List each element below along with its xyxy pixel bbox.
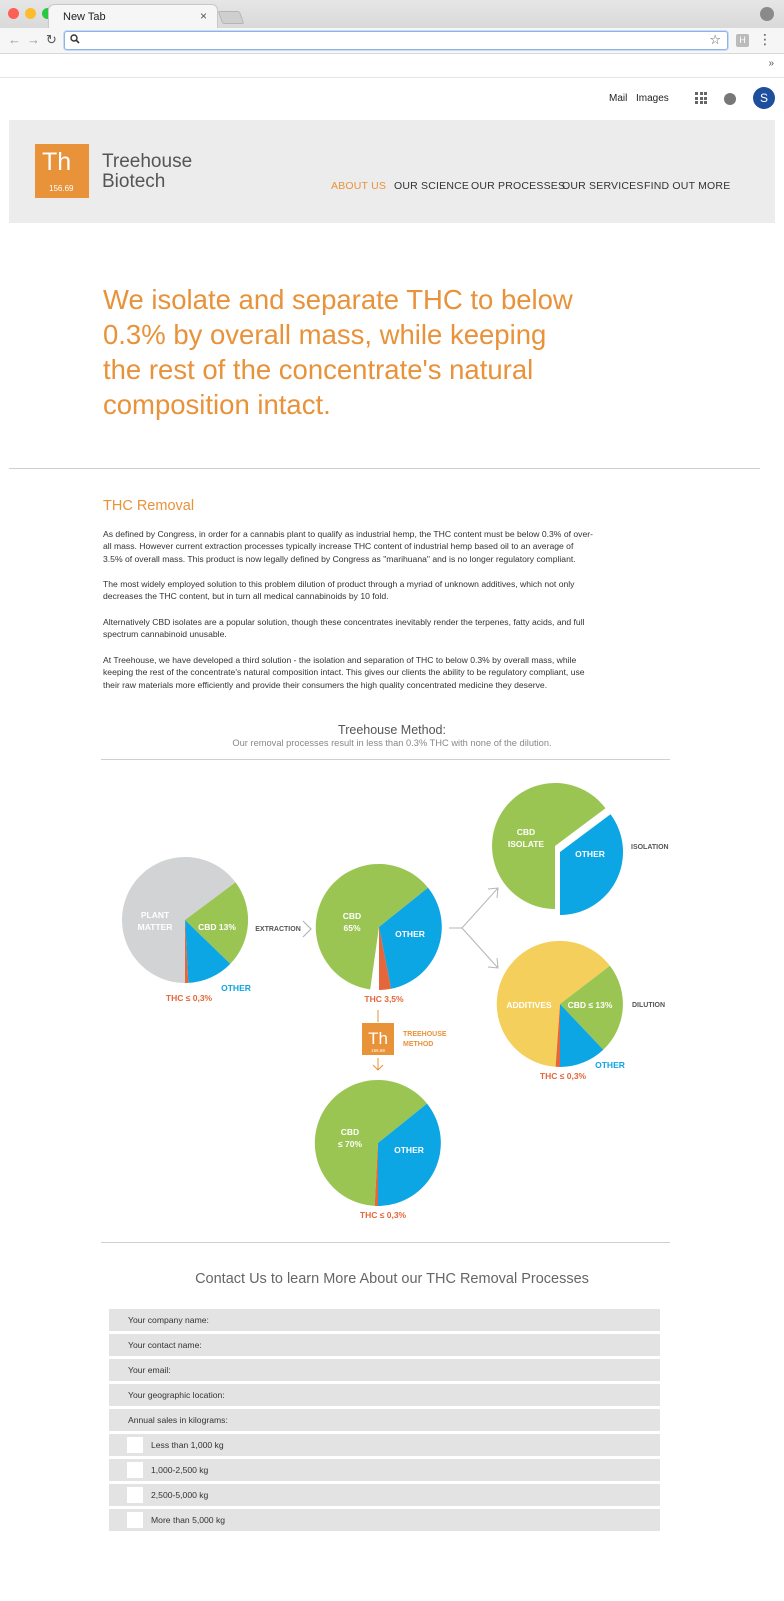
account-avatar[interactable]: S (753, 87, 775, 109)
result-cbd-label-1: CBD (340, 1127, 360, 1137)
sales-option-row (109, 1509, 660, 1531)
thc-process-diagram (0, 770, 784, 1240)
sales-option-label: More than 5,000 kg (151, 1515, 226, 1525)
plant-label-2: MATTER (137, 922, 173, 932)
sales-option-label: 2,500-5,000 kg (151, 1490, 209, 1500)
brand-line-1: Treehouse (102, 151, 193, 172)
annual-sales-heading (109, 1409, 660, 1431)
extracted-other-label: OTHER (395, 929, 425, 939)
plant-cbd-label: CBD 13% (198, 922, 236, 932)
hero-line: 0.3% by overall mass, while keeping (103, 319, 547, 350)
method-logo-number: 156.69 (371, 1048, 385, 1053)
contact-title: Contact Us to learn More About our THC Removal Processes (195, 1271, 589, 1287)
result-other-label: OTHER (394, 1145, 424, 1155)
result-thc-label: THC ≤ 0,3% (359, 1210, 407, 1220)
section-title: THC Removal (103, 498, 195, 514)
plant-thc-label: THC ≤ 0,3% (165, 993, 213, 1003)
email-field[interactable] (109, 1359, 660, 1381)
forward-icon[interactable]: → (27, 32, 40, 47)
window-controls (8, 8, 53, 19)
paragraph-dilution (103, 578, 673, 603)
bookmarks-overflow-icon[interactable]: » (768, 58, 774, 69)
paragraph-isolates (103, 616, 673, 641)
minimize-window-button[interactable] (25, 8, 36, 19)
browser-tab[interactable] (48, 4, 218, 28)
back-icon[interactable]: ← (8, 32, 21, 47)
field-label: Your email: (128, 1365, 171, 1375)
paragraph-line: their raw materials more efficiently and provide their consumers the high quality concentrated medicine they deserve. (103, 679, 548, 690)
profile-icon[interactable] (760, 7, 774, 21)
method-label-1: TREEHOUSE (403, 1031, 447, 1038)
isolate-other-label: OTHER (575, 849, 605, 859)
paragraph-line: 3.5% of overall mass. This product is now legally defined by Congress as "marihuana" and is no longer regulatory compliant. (103, 553, 576, 564)
split-arrow-up (449, 888, 498, 928)
extracted-pie (316, 864, 442, 990)
mail-link[interactable]: Mail (609, 93, 628, 104)
apps-grid-icon[interactable] (695, 92, 707, 104)
browser-toolbar (0, 28, 784, 54)
extraction-arrow (303, 921, 311, 937)
location-field[interactable] (109, 1384, 660, 1406)
brand-name[interactable] (102, 152, 192, 192)
extracted-cbd-label-2: 65% (343, 923, 361, 933)
method-subtitle: Our removal processes result in less than 0.3% THC with none of the dilution. (232, 738, 552, 748)
diagram-divider (101, 1242, 670, 1243)
dilution-label: DILUTION (632, 1002, 666, 1009)
sales-option-row (109, 1434, 660, 1456)
paragraph-line: Alternatively CBD isolates are a popular solution, though these concentrates inevitably render the terpenes, fatty acids, and full (103, 617, 585, 627)
close-tab-icon[interactable]: × (199, 9, 207, 23)
paragraph-line: decreases the THC content, but in turn all medical cannabinoids by 10 fold. (103, 591, 389, 602)
isolate-cbd-label-1: CBD (516, 827, 536, 837)
nav-find-out-more[interactable]: FIND OUT MORE (644, 180, 731, 192)
sales-option-row (109, 1484, 660, 1506)
plant-label-1: PLANT (140, 910, 170, 920)
brand-line-2: Biotech (102, 171, 166, 192)
dilution-cbd-label: CBD ≤ 13% (567, 1000, 613, 1010)
method-label-2: METHOD (403, 1041, 434, 1048)
google-bar (0, 78, 784, 118)
logo-symbol: Th (42, 148, 72, 176)
sales-option-checkbox[interactable] (127, 1512, 143, 1528)
reload-icon[interactable]: ↻ (46, 32, 57, 47)
field-label: Your contact name: (128, 1340, 202, 1350)
paragraph-line: The most widely employed solution to this problem dilution of product through a myriad of unknown additives, which not only (103, 579, 575, 589)
method-title: Treehouse Method: (338, 723, 446, 737)
dilution-other-label: OTHER (595, 1060, 625, 1070)
nav-our-processes[interactable]: OUR PROCESSES (471, 180, 566, 192)
address-bar[interactable] (64, 31, 728, 50)
extracted-cbd-label-1: CBD (342, 911, 362, 921)
paragraph-line: As defined by Congress, in order for a cannabis plant to qualify as industrial hemp, the THC content must be below 0.3% of over- (103, 529, 593, 539)
dilution-additives-label: ADDITIVES (506, 1000, 552, 1010)
method-logo-symbol: Th (368, 1029, 388, 1048)
field-label: Annual sales in kilograms: (128, 1415, 228, 1425)
hero-line: We isolate and separate THC to below (103, 284, 573, 315)
notifications-icon[interactable] (724, 93, 736, 105)
paragraph-line: all mass. However current extraction processes typically increase THC content of industrial hemp based oil to an average of (103, 541, 574, 552)
section-divider (9, 468, 760, 469)
paragraph-line: keeping the rest of the concentrate's natural composition intact. This gives our clients the ability to be regulatory compliant, use (103, 667, 585, 678)
sales-option-checkbox[interactable] (127, 1462, 143, 1478)
paragraph-solution (103, 654, 673, 691)
contact-name-field[interactable] (109, 1334, 660, 1356)
result-cbd-label-2: ≤ 70% (337, 1139, 363, 1149)
company-name-field[interactable] (109, 1309, 660, 1331)
sales-option-row (109, 1459, 660, 1481)
hero-statement (103, 282, 703, 422)
browser-menu-icon[interactable]: ⋮ (758, 31, 772, 47)
method-divider (101, 759, 670, 760)
result-pie (315, 1080, 441, 1206)
logo-number: 156.69 (49, 184, 74, 193)
nav-our-science[interactable]: OUR SCIENCE (394, 180, 470, 192)
extracted-thc-label: THC 3,5% (364, 994, 404, 1004)
sales-option-checkbox[interactable] (127, 1437, 143, 1453)
sales-option-label: Less than 1,000 kg (151, 1440, 224, 1450)
site-logo[interactable] (35, 144, 89, 198)
dilution-thc-label: THC ≤ 0,3% (539, 1071, 587, 1081)
nav-about-us[interactable]: ABOUT US (331, 180, 387, 192)
paragraph-line: spectrum cannabinoid unusable. (103, 629, 227, 640)
field-label: Your company name: (128, 1315, 209, 1325)
split-arrow-down (462, 928, 498, 968)
bookmarks-bar (0, 54, 784, 78)
field-label: Your geographic location: (128, 1390, 225, 1400)
paragraph-definition (103, 528, 673, 565)
isolate-cbd-label-2: ISOLATE (507, 839, 545, 849)
new-tab-button[interactable] (218, 11, 245, 24)
browser-tab-bar (0, 0, 784, 28)
paragraph-line: At Treehouse, we have developed a third solution - the isolation and separation of THC to below 0.3% by overall mass, while (103, 655, 577, 665)
hero-line: composition intact. (103, 389, 331, 420)
site-header (9, 120, 775, 223)
tab-title: New Tab (63, 11, 106, 23)
search-icon (70, 34, 80, 47)
images-link[interactable]: Images (636, 93, 669, 104)
extension-icon[interactable]: H (736, 34, 749, 47)
close-window-button[interactable] (8, 8, 19, 19)
extraction-label: EXTRACTION (255, 926, 301, 933)
sales-option-label: 1,000-2,500 kg (151, 1465, 209, 1475)
sales-option-checkbox[interactable] (127, 1487, 143, 1503)
hero-line: the rest of the concentrate's natural (103, 354, 534, 385)
isolation-label: ISOLATION (631, 844, 669, 851)
nav-our-services[interactable]: OUR SERVICES (562, 180, 644, 192)
plant-other-label: OTHER (221, 983, 251, 993)
bookmark-star-icon[interactable]: ☆ (709, 32, 721, 47)
plant-matter-pie (122, 857, 248, 983)
